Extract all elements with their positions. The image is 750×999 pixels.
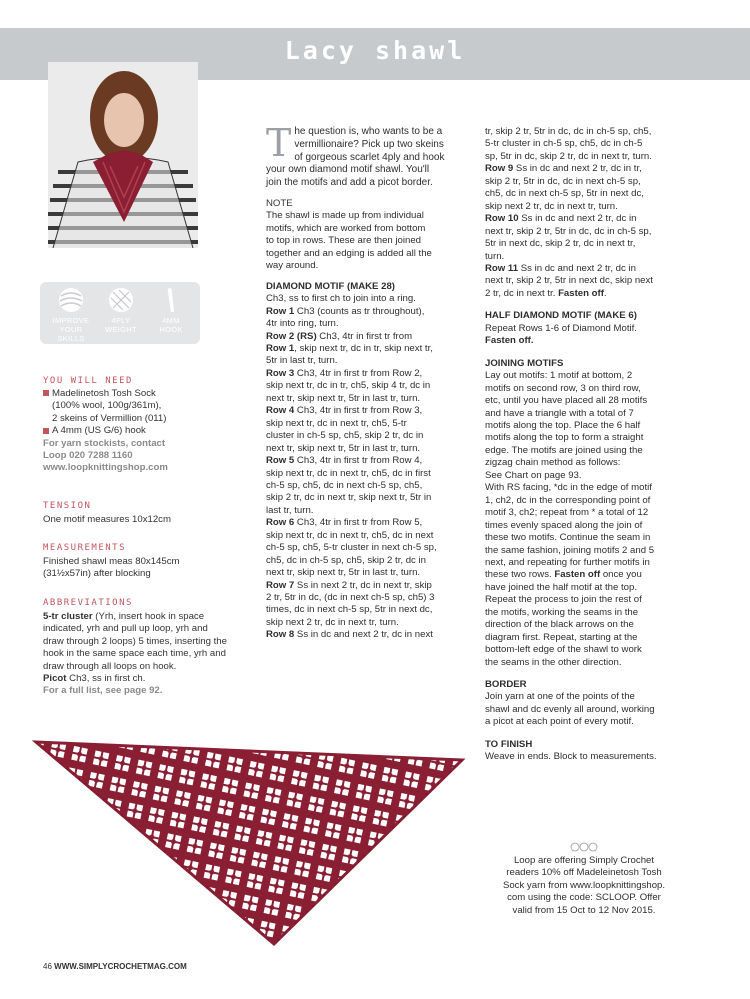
text-line: With RS facing, *dc in the edge of motif xyxy=(485,482,652,494)
text-line: ch-5 sp, ch5, 5-tr cluster in next ch-5 sp, xyxy=(266,542,437,554)
loop-link[interactable]: www.loopknittingshop.com xyxy=(43,462,168,474)
text-line: tr, skip 2 tr, 5tr in dc, dc in ch-5 sp, ch5, xyxy=(485,126,652,137)
text-line: Join yarn at one of the points of the xyxy=(485,691,635,703)
text-line: the motifs, working the seams in the xyxy=(485,606,639,618)
yarn-ball-icon xyxy=(107,286,135,314)
shawl-photo xyxy=(28,732,470,950)
text-line: together and an edging is added all the xyxy=(266,247,432,259)
text-line: skip next tr, dc in next tr, ch5, dc in first xyxy=(266,467,431,479)
diamond-motif-instructions xyxy=(266,293,466,642)
measurements-heading: MEASUREMENTS xyxy=(43,543,127,553)
text-line: 5-tr cluster in ch-5 sp, ch5, dc in ch-5 xyxy=(485,138,643,150)
text-line: The shawl is made up from individual xyxy=(266,210,424,222)
text-line: motifs, which are worked from bottom xyxy=(266,222,426,234)
text-line: sp, 5tr in dc, skip 2 tr, dc in next tr, turn. xyxy=(485,150,652,162)
border-text xyxy=(485,691,700,728)
pattern-column-right: tr, skip 2 tr, 5tr in dc, dc in ch-5 sp, ch5, 5-tr cluster in ch-5 sp, ch5, dc in ch-5 sp, 5tr in dc, skip 2 tr, dc in next tr, turn. Row 9 Ss in dc and next 2 tr, dc in tr, skip 2 tr, 5tr in dc, dc in next ch-5 sp, ch5, dc in next ch-5 sp, 5tr in next dc, skip next 2 tr, dc in next tr, turn. Row 10 Ss in dc and next 2 tr, dc in next tr, skip 2 tr, 5tr in dc, dc in ch-5 sp, 5tr in next dc, skip 2 tr, dc in next tr, turn. Row 11 Ss in dc and next 2 tr, dc in next tr, skip 2 tr, 5tr in next dc, skip next 2 tr, dc in next tr. Fasten off. HALF DIAMOND MOTIF (MAKE 6) Repeat Rows 1-6 of Diamond Motif. Fasten off. JOINING MOTIFS Lay out motifs: 1 motif at bottom, 2 motifs on second row, 3 on third row, etc, until you have placed all 28 motifs and have a triangle with a total of 7 motifs along the top. Place the 6 half motifs along the top to form a straight edge. The motifs are joined using the zigzag chain method as follows: See Chart on page 93. With RS facing, *dc in the edge of motif 1, ch2, dc in the corresponding point of motif 3, ch2; repeat from * a total of 12 times evenly spaced along the join of these two motifs. Continue the seam in the same fashion, joining motifs 2 and 5 next, and repeating for further motifs in these two rows. Fasten off once you have joined the half motif at the top. Repeat the process to join the rest of the motifs, working the seams in the direction of the black arrows on the diagram first. Repeat, starting at the bottom-left edge of the shawl to work the seams in the other direction. BORDER Join yarn at one of the points of the shawl and dc evenly all around, working a picot at each point of every motif. TO FINISH Weave in ends. Block to measurements. xyxy=(485,126,700,764)
text-line: Lay out motifs: 1 motif at bottom, 2 xyxy=(485,370,633,382)
diamond-motif-continued xyxy=(485,126,700,300)
joining-motifs-text xyxy=(485,370,700,669)
text-line: Row 6 Ch3, 4tr in first tr from Row 5, xyxy=(266,517,423,529)
text-line: Row 4 Ch3, 4tr in first tr from Row 3, xyxy=(266,405,423,417)
measurements-text: Finished shawl meas 80x145cm (31½x57in) after blocking xyxy=(43,556,180,580)
text-line: next tr, skip next tr, 5tr in last tr, turn. xyxy=(266,392,421,404)
text-line: motif 3, ch2; repeat from * a total of 12 xyxy=(485,507,649,519)
text-line: etc, until you have placed all 28 motifs xyxy=(485,395,648,407)
skill-icons-panel xyxy=(40,282,200,344)
text-line: See Chart on page 93. xyxy=(485,469,582,481)
text-line: motifs along the top to form a straight xyxy=(485,432,644,444)
border-heading: BORDER xyxy=(485,679,527,691)
model-photo xyxy=(48,62,198,248)
text-line: next tr, skip next tr, 5tr in last tr, turn. xyxy=(266,567,421,579)
hook-icon xyxy=(157,286,185,314)
joining-motifs-heading: JOINING MOTIFS xyxy=(485,357,564,369)
text-line: Row 3 Ch3, 4tr in first tr from Row 2, xyxy=(266,367,423,379)
diamond-motif-heading: DIAMOND MOTIF (MAKE 28) xyxy=(266,280,395,292)
page-title: Lacy shawl xyxy=(284,36,466,65)
text-line: Row 2 (RS) Ch3, 4tr in first tr from xyxy=(266,330,413,342)
bullet-icon xyxy=(43,428,49,434)
text-line: next tr, skip 2 tr, 5tr in dc, dc in ch-5 sp, xyxy=(485,225,652,237)
text-line: skip next 2 tr, dc in next tr, turn. xyxy=(485,200,618,212)
ornament-icon xyxy=(567,842,601,852)
half-diamond-heading: HALF DIAMOND MOTIF (MAKE 6) xyxy=(485,310,637,322)
text-line: times, dc in next ch-5 sp, 5tr in next dc, xyxy=(266,604,433,616)
text-line: shawl and dc evenly all around, working xyxy=(485,703,655,715)
text-line: 2 tr, dc in next tr. Fasten off. xyxy=(485,287,607,299)
text-line: cluster in ch-5 sp, ch5, skip 2 tr, dc in xyxy=(266,430,424,442)
abbreviations-heading: ABBREVIATIONS xyxy=(43,598,133,608)
text-line: diagram first. Repeat, starting at the xyxy=(485,631,638,643)
text-line: zigzag chain method as follows: xyxy=(485,457,621,469)
skill-item: IMPROVE YOUR SKILLS xyxy=(46,286,96,343)
note-heading: NOTE xyxy=(266,197,293,209)
text-line: times evenly spaced along the join of xyxy=(485,519,643,531)
text-line: Repeat the process to join the rest of xyxy=(485,594,642,606)
ball-yarn-icon xyxy=(57,286,85,314)
text-line: 5tr in last tr, turn. xyxy=(266,355,338,367)
text-line: these two motifs. Continue the seam in xyxy=(485,532,651,544)
abbreviations-more-link[interactable]: For a full list, see page 92. xyxy=(43,685,163,697)
drop-cap: T xyxy=(266,121,292,165)
text-line: skip 2 tr, dc in next tr, skip next tr, 5tr in xyxy=(266,492,432,504)
text-line: and have a triangle with a total of 7 xyxy=(485,407,634,419)
text-line: motifs on second row, 3 on third row, xyxy=(485,382,641,394)
text-line: 2 tr, 5tr in dc, (dc in next ch-5 sp, ch5) 3 xyxy=(266,592,435,604)
text-line: the same fashion, joining motifs 2 and 5 xyxy=(485,544,655,556)
footer-site-link[interactable]: WWW.SIMPLYCROCHETMAG.COM xyxy=(54,962,187,971)
text-line: ch-5 sp, ch5, dc in next ch-5 sp, ch5, xyxy=(266,479,423,491)
text-line: to top in rows. These are then joined xyxy=(266,235,422,247)
text-line: Row 1 Ch3 (counts as tr throughout), xyxy=(266,305,425,317)
text-line: bottom-left edge of the shawl to work xyxy=(485,644,642,656)
text-line: skip 2 tr, 5tr in dc, dc in next ch-5 sp, xyxy=(485,175,641,187)
text-line: ch5, dc in next ch-5 sp, 5tr in next dc, xyxy=(485,188,644,200)
text-line: direction of the black arrows on the xyxy=(485,619,634,631)
skill-item: 4MM HOOK xyxy=(146,286,196,334)
text-line: Row 10 Ss in dc and next 2 tr, dc in xyxy=(485,213,637,225)
text-line: the seams in the other direction. xyxy=(485,656,622,668)
text-line: Ch3, ss to first ch to join into a ring. xyxy=(266,293,416,305)
skill-item: 4PLY WEIGHT xyxy=(96,286,146,334)
text-line: these two rows. Fasten off once you xyxy=(485,569,642,581)
text-line: last tr, turn. xyxy=(266,504,314,516)
bullet-icon xyxy=(43,390,49,396)
you-will-need-heading: YOU WILL NEED xyxy=(43,376,133,386)
text-line: edge. The motifs are joined using the xyxy=(485,444,643,456)
text-line: Row 7 Ss in next 2 tr, dc in next tr, skip xyxy=(266,579,432,591)
text-line: Row 8 Ss in dc and next 2 tr, dc in next xyxy=(266,629,433,641)
text-line: next, and repeating for further motifs in xyxy=(485,556,650,568)
you-will-need-list: Madelinetosh Tosh Sock (100% wool, 100g/361m), 2 skeins of Vermillion (011) A 4mm (US G/6) hook For yarn stockists, contact Loop 020 7288 1160 www.loopknittingshop.com xyxy=(43,388,243,475)
note-text xyxy=(266,210,466,272)
text-line: motifs along the top. Place the 6 half xyxy=(485,419,641,431)
offer-text: Loop are offering Simply Crochet readers 10% off Madeleinetosh Tosh Sock yarn from www.loopknittingshop. com using the code: SCLOOP. Offer valid from 15 Oct to 12 Nov 2015. xyxy=(502,855,666,916)
text-line: Row 5 Ch3, 4tr in first tr from Row 4, xyxy=(266,455,423,467)
text-line: way around. xyxy=(266,260,319,272)
pattern-column-middle xyxy=(266,121,466,642)
text-line: next tr, skip 2 tr, 5tr in next dc, skip next xyxy=(485,275,653,287)
text-line: Row 11 Ss in dc and next 2 tr, dc in xyxy=(485,262,636,274)
text-line: a picot at each point of every motif. xyxy=(485,716,634,728)
tension-heading: TENSION xyxy=(43,501,92,511)
text-line: skip next tr, dc in tr, ch5, skip 4 tr, dc in xyxy=(266,380,431,392)
text-line: ch5, dc in ch-5 sp, ch5, skip 2 tr, dc in xyxy=(266,554,426,566)
text-line: skip next tr, dc in next tr, ch5, dc in next xyxy=(266,529,434,541)
text-line: Row 9 Ss in dc and next 2 tr, dc in tr, xyxy=(485,163,642,175)
text-line: 4tr into ring, turn. xyxy=(266,318,339,330)
footer: 46 WWW.SIMPLYCROCHETMAG.COM xyxy=(43,962,187,971)
abbreviations-text: 5-tr cluster (Yrh, insert hook in space indicated, yrh and pull up loop, yrh and draw through 2 loops) 5 times, inserting the hook in the same space each time, yrh and draw through all loops on hook. Picot Ch3, ss in first ch. For a full list, see page 92. xyxy=(43,611,243,698)
tension-text: One motif measures 10x12cm xyxy=(43,514,171,525)
text-line: turn. xyxy=(485,250,505,262)
text-line: Row 1, skip next tr, dc in tr, skip next tr, xyxy=(266,342,433,354)
finish-heading: TO FINISH xyxy=(485,738,533,750)
text-line: skip next 2 tr, dc in next tr, turn. xyxy=(266,616,399,628)
text-line: have joined the half motif at the top. xyxy=(485,581,638,593)
text-line: 5tr in next dc, skip 2 tr, dc in next tr, xyxy=(485,238,636,250)
intro-paragraph: T he question is, who wants to be a vermillionaire? Pick up two skeins of gorgeous scarlet 4ply and hook your own diamond motif shawl. You'll join the motifs and add a picot border. xyxy=(266,121,445,189)
text-line: next tr, skip next tr, 5tr in last tr, turn. xyxy=(266,442,421,454)
text-line: skip next tr, dc in next tr, ch5, 5-tr xyxy=(266,417,407,429)
text-line: 1, ch2, dc in the corresponding point of xyxy=(485,494,651,506)
